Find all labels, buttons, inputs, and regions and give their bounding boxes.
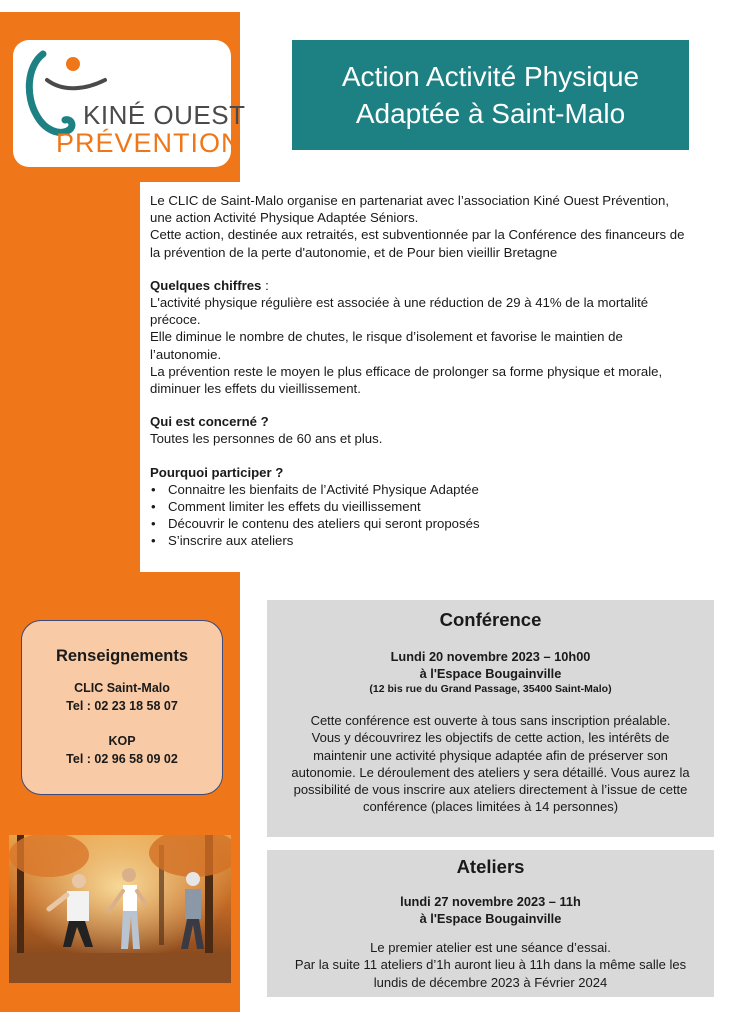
- list-item: • S’inscrire aux ateliers: [150, 532, 690, 549]
- ateliers-line: Le premier atelier est une séance d’essai.: [370, 940, 611, 955]
- chiffres-heading-suffix: :: [261, 277, 269, 293]
- ateliers-line: Par la suite 11 ateliers d’1h auront lieu à 11h dans la même salle les: [294, 957, 687, 973]
- chiffres-section: [150, 277, 690, 397]
- renseignements-title: Renseignements: [55, 647, 189, 665]
- ateliers-title: Ateliers: [456, 856, 525, 877]
- concerne-text: Toutes les personnes de 60 ans et plus.: [150, 431, 383, 447]
- conference-line: maintenir une activité physique adaptée afin de préserver son: [313, 747, 668, 763]
- chiffres-paragraph-3: La prévention reste le moyen le plus efficace de prolonger sa forme physique et morale, diminuer les effets du vieillissement.: [150, 363, 663, 397]
- logo-text-kine-ouest: KINÉ OUEST: [83, 100, 246, 130]
- conference-title: Conférence: [439, 609, 542, 630]
- conference-line: conférence (places limitées à 14 personnes): [362, 799, 619, 815]
- intro-paragraph-2: Cette action, destinée aux retraités, est subventionnée par la Conférence des financeurs de la prévention de la perte d'autonomie, et de Pour bien vieillir Bretagne: [150, 227, 685, 260]
- conference-line: Vous y découvrirez les objectifs de cette action, les intérêts de: [311, 730, 670, 746]
- chiffres-heading: Quelques chiffres: [150, 277, 262, 293]
- conference-box: [267, 600, 714, 837]
- list-item: • Connaitre les bienfaits de l’Activité Physique Adaptée: [150, 481, 690, 498]
- pourquoi-list: [150, 481, 690, 550]
- contact-tel-clic: Tel : 02 23 18 58 07: [66, 698, 178, 713]
- chiffres-heading-line: [150, 277, 690, 294]
- concerne-section: [150, 413, 690, 447]
- conference-line: autonomie. Le déroulement des ateliers y sera détaillé. Vous aurez la: [291, 764, 690, 780]
- seniors-exercise-photo: [9, 835, 231, 983]
- page-title: [292, 40, 689, 150]
- renseignements-box: [21, 620, 223, 795]
- pourquoi-section: [150, 464, 690, 550]
- list-item: • Comment limiter les effets du vieillissement: [150, 498, 690, 515]
- contact-tel-kop: Tel : 02 96 58 09 02: [66, 751, 178, 766]
- ateliers-box: [267, 850, 714, 997]
- chiffres-paragraph-2: Elle diminue le nombre de chutes, le risque d’isolement et favorise le maintien de l’autonomie.: [150, 329, 623, 362]
- chiffres-paragraph-1: L'activité physique régulière est associée à une réduction de 29 à 41% de la mortalité précoce.: [150, 295, 649, 328]
- title-line-1: Action Activité Physique: [341, 61, 640, 92]
- conference-date: Lundi 20 novembre 2023 – 10h00: [390, 649, 591, 664]
- ateliers-date: lundi 27 novembre 2023 – 11h: [400, 894, 581, 909]
- contact-org-kop: KOP: [108, 734, 136, 748]
- kine-ouest-logo: [13, 40, 246, 167]
- title-line-2: Adaptée à Saint-Malo: [355, 98, 626, 129]
- intro-paragraph-1: Le CLIC de Saint-Malo organise en partenariat avec l’association Kiné Ouest Prévention, une action Activité Physique Adaptée Séniors.: [150, 193, 670, 226]
- concerne-heading: Qui est concerné ?: [150, 414, 269, 430]
- main-text-block: [140, 182, 700, 572]
- pourquoi-heading: Pourquoi participer ?: [150, 464, 284, 480]
- conference-place: à l'Espace Bougainville: [419, 666, 562, 681]
- ateliers-line: lundis de décembre 2023 à Février 2024: [373, 974, 608, 990]
- ateliers-place: à l'Espace Bougainville: [419, 911, 562, 926]
- conference-address: (12 bis rue du Grand Passage, 35400 Saint-Malo): [369, 683, 612, 695]
- conference-line: possibilité de vous inscrire aux ateliers directement à l’issue de cette: [293, 782, 688, 798]
- list-item: • Découvrir le contenu des ateliers qui seront proposés: [150, 515, 690, 532]
- conference-line: Cette conférence est ouverte à tous sans inscription préalable.: [310, 713, 671, 728]
- contact-org-clic: CLIC Saint-Malo: [74, 681, 170, 695]
- logo-text-prevention: PRÉVENTION: [56, 128, 242, 158]
